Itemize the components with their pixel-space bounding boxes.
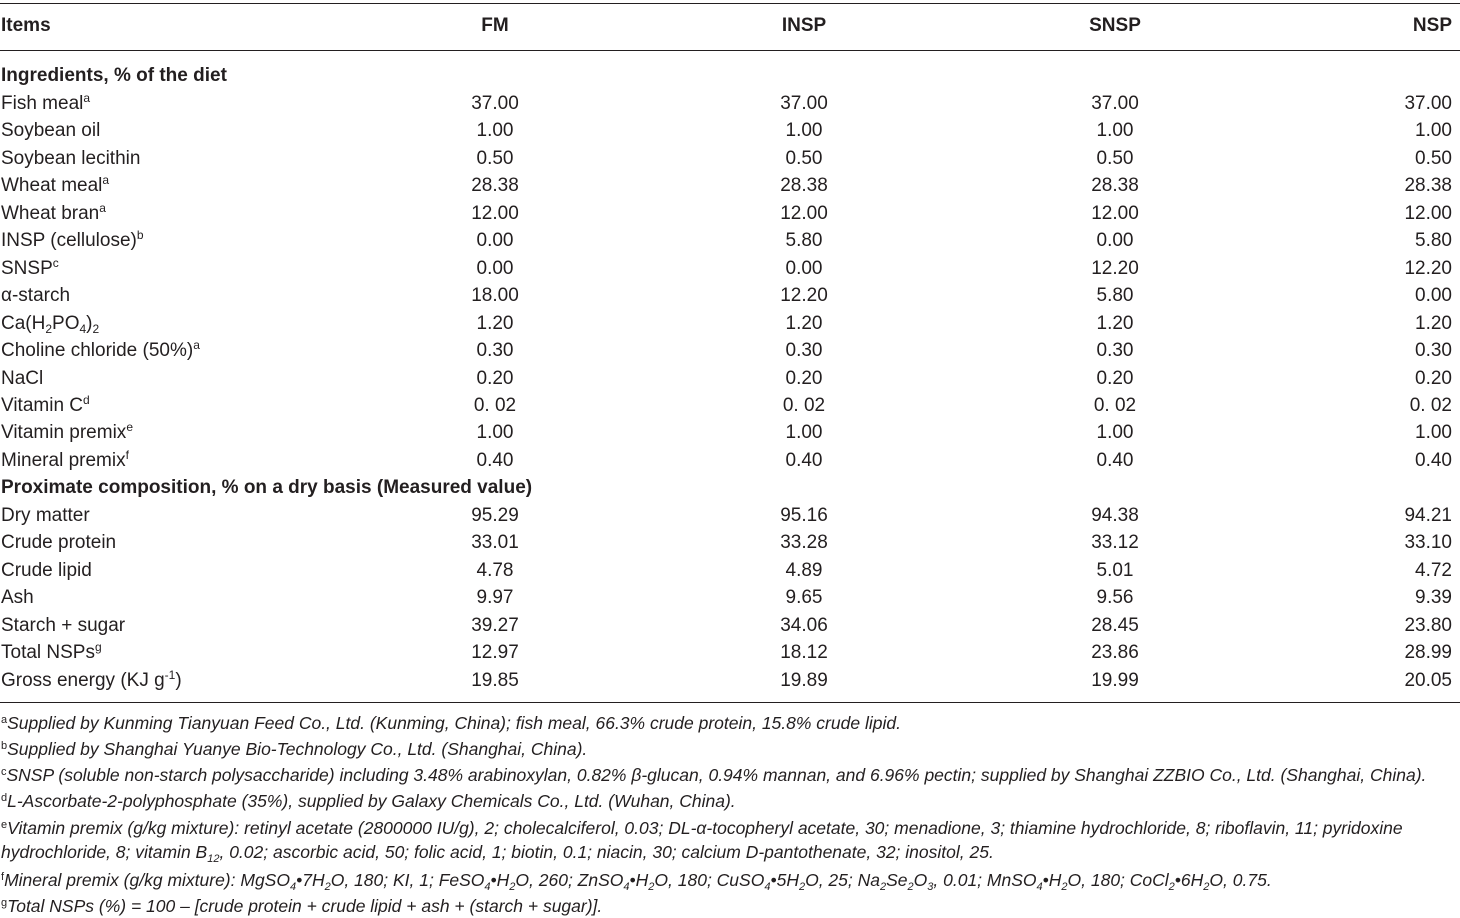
table-row: [0, 255, 1460, 282]
footnote-text: O, 0.75.: [1209, 870, 1272, 890]
cell-nsp: 0. 02: [1409, 394, 1452, 416]
cell-nsp: 28.99: [1404, 642, 1452, 664]
table-row: [0, 200, 1460, 227]
row-label-text: Soybean oil: [1, 120, 101, 142]
footnote-text: O, 180; CuSO: [654, 870, 765, 890]
footnote-e-line2: hydrochloride, 8; vitamin $B_{12}$, 0.02; ascorbic acid, 50; folic acid, 1; biotin, 0.1; niacin, 30; calcium D-pantothenate, 32; inositol, 25.: [1, 842, 994, 865]
section-ingredients: [0, 62, 1460, 89]
row-label: [1, 392, 90, 419]
row-label-text: Starch + sugar: [1, 614, 126, 636]
row-label: [1, 612, 125, 639]
header-rule: [0, 50, 1460, 51]
row-label-text: Vitamin premix: [1, 422, 127, 444]
cell-nsp: 12.00: [1404, 202, 1452, 224]
table-bottom-rule: [0, 702, 1460, 703]
cell-fm: 18.00: [471, 285, 519, 307]
cell-nsp: 1.00: [1415, 422, 1452, 444]
subscript: 2: [907, 881, 914, 893]
row-label-text: Dry matter: [1, 505, 90, 526]
cell-insp: 12.20: [780, 285, 828, 307]
table-row: [0, 529, 1460, 556]
cell-fm: 33.01: [471, 532, 519, 554]
cell-snsp: 1.00: [1096, 422, 1134, 444]
cell-nsp: 0.00: [1415, 285, 1452, 307]
cell-nsp: 9.39: [1415, 587, 1452, 609]
cell-snsp: 0.00: [1096, 230, 1134, 252]
subscript: 2: [324, 881, 331, 893]
cell-nsp: 37.00: [1404, 93, 1452, 114]
cell-insp: 0.00: [785, 257, 823, 279]
cell-fm: 39.27: [471, 614, 519, 636]
cell-nsp: 94.21: [1404, 505, 1452, 526]
subscript: 2: [509, 881, 516, 893]
row-label-text: Soybean lecithin: [1, 147, 141, 169]
cell-snsp: 0.30: [1096, 340, 1134, 362]
header-items: Items: [1, 15, 51, 36]
cell-insp: 28.38: [780, 175, 828, 197]
footnote-text: Se: [886, 870, 908, 890]
subscript: 2: [879, 881, 887, 893]
header-row: [0, 12, 1460, 39]
footnote-mark: d: [83, 392, 90, 407]
cell-fm: 1.00: [476, 120, 514, 142]
footnote-mark: e: [126, 420, 133, 435]
cell-nsp: 4.72: [1415, 559, 1452, 581]
row-label: [1, 529, 116, 556]
cell-snsp: 23.86: [1091, 642, 1139, 664]
cell-insp: 1.00: [785, 120, 823, 142]
cell-insp: 9.65: [785, 587, 823, 609]
footnote-a: $^a$Supplied by Kunming Tianyuan Feed Co., Ltd. (Kunming, China); fish meal, 66.3% crude protein, 15.8% crude lipid.: [1, 713, 901, 733]
footnote-f: $^f$Mineral premix (g/kg mixture): $MgSO_4•7H_2O$, 180; KI, 1; $FeSO_4•H_2O$, 260; $ZnSO_4•H_2O$, 180; $CuSO_4•5H_2O$, 25; $Na_2Se_2O_3$, 0.01; $MnSO_4•H_2O$, 180; $CoCl_2•6H_2O$, 0.75.: [1, 870, 1272, 893]
cell-snsp: 9.56: [1096, 587, 1134, 609]
row-label-text: ): [175, 669, 182, 691]
row-label-text: SNSP: [1, 257, 53, 279]
cell-snsp: 1.20: [1096, 312, 1134, 334]
footnote-text: •H: [1042, 870, 1062, 890]
row-label-text: Crude protein: [1, 532, 117, 554]
row-label-text: Crude lipid: [1, 559, 92, 581]
row-label: [1, 117, 100, 144]
footnote-text: •5H: [770, 870, 799, 890]
footnote-text: O, 180; KI, 1; FeSO: [330, 870, 485, 890]
footnote-mark: a: [83, 91, 91, 105]
cell-insp: 34.06: [780, 614, 828, 636]
footnote-mark: a: [193, 338, 200, 353]
cell-insp: 5.80: [785, 230, 823, 252]
cell-fm: 0.00: [476, 230, 514, 252]
cell-fm: 19.85: [471, 669, 519, 691]
cell-snsp: 28.38: [1091, 175, 1139, 197]
row-label-text: Mineral premix: [1, 449, 126, 471]
table-row: [0, 337, 1460, 364]
cell-insp: 0.20: [785, 367, 823, 389]
cell-nsp: 1.00: [1415, 120, 1452, 142]
subscript: 2: [1061, 881, 1068, 893]
cell-insp: 12.00: [780, 202, 828, 224]
footnote-text: •6H: [1174, 870, 1204, 890]
subscript: 4: [289, 881, 297, 893]
cell-insp: 0.40: [785, 449, 823, 471]
cell-fm: 1.00: [476, 422, 514, 444]
section-title: Proximate composition, % on a dry basis (Measured value): [1, 477, 533, 498]
row-label: [1, 255, 59, 282]
footnote-text: O, 260; ZnSO: [515, 870, 624, 890]
cell-fm: 95.29: [471, 505, 519, 526]
row-label-text: NaCl: [1, 367, 44, 389]
cell-fm: 9.97: [476, 587, 514, 609]
cell-snsp: 0.50: [1096, 147, 1134, 169]
cell-snsp: 5.80: [1096, 285, 1134, 307]
row-label-text: Fish meal: [1, 93, 84, 114]
subscript: 2: [798, 881, 806, 893]
cell-nsp: 0.40: [1415, 449, 1452, 471]
table-row: [0, 584, 1460, 611]
cell-nsp: 0.20: [1415, 367, 1452, 389]
subscript: 4: [79, 321, 87, 336]
row-label-text: Ash: [1, 587, 34, 609]
section-composition: [0, 474, 1460, 501]
subscript: 2: [648, 881, 655, 893]
row-label: [1, 584, 34, 611]
cell-snsp: 0.20: [1096, 367, 1134, 389]
header-nsp: NSP: [1412, 15, 1452, 36]
table-row: [0, 502, 1460, 529]
row-label: [1, 419, 133, 446]
subscript: 2: [1168, 881, 1175, 893]
table-row: [0, 117, 1460, 144]
footnote-text: O, 25; Na: [805, 870, 880, 890]
footnote-text: •H: [490, 870, 510, 890]
row-label-text: Vitamin C: [1, 394, 84, 416]
subscript: 3: [927, 881, 934, 893]
row-label: [1, 90, 90, 117]
footnote-e-line1: $^e$Vitamin premix (g/kg mixture): retinyl acetate (2800000 IU/g), 2; cholecalciferol, 0.03; DL-α-tocopheryl acetate, 30; menadione, 3; thiamine hydrochloride, 8; riboflavin, 11; pyridoxine: [1, 818, 1403, 838]
cell-nsp: 20.05: [1404, 669, 1452, 691]
footnote-mark: g: [94, 640, 102, 655]
table-row: [0, 392, 1460, 419]
subscript: 2: [1203, 881, 1210, 893]
table-row: [0, 639, 1460, 666]
row-label-text: Ca(H: [1, 312, 46, 334]
subscript: 4: [623, 881, 630, 893]
superscript: -1: [164, 667, 176, 682]
cell-fm: 0.00: [476, 257, 514, 279]
header-fm: FM: [481, 15, 509, 36]
cell-fm: 12.97: [471, 642, 519, 664]
row-label: [1, 639, 102, 666]
row-label-text: INSP (cellulose): [1, 230, 137, 252]
cell-nsp: 12.20: [1404, 257, 1452, 279]
cell-snsp: 12.20: [1091, 257, 1139, 279]
table-row: [0, 227, 1460, 254]
footnote-mark: b: [136, 228, 144, 243]
cell-fm: 0.50: [476, 147, 514, 169]
cell-snsp: 33.12: [1091, 532, 1139, 554]
cell-fm: 28.38: [471, 175, 519, 197]
footnote-c: $^c$SNSP (soluble non-starch polysaccharide) including 3.48% arabinoxylan, 0.82% β-glucan, 0.94% mannan, and 6.96% pectin; supplied by Shanghai ZZBIO Co., Ltd. (Shanghai, China).: [1, 765, 1427, 785]
cell-snsp: 0. 02: [1093, 394, 1137, 416]
row-label: [1, 447, 129, 474]
table-row: [0, 172, 1460, 199]
cell-insp: 18.12: [780, 642, 828, 664]
cell-insp: 4.89: [785, 559, 823, 581]
cell-fm: 0.30: [476, 340, 514, 362]
footnote-g: $^g$Total NSPs (%) = 100 – [crude protein + crude lipid + ash + (starch + sugar)].: [1, 896, 603, 916]
footnote-text: O, 180; CoCl: [1067, 870, 1169, 890]
cell-fm: 37.00: [471, 93, 519, 114]
footnote-e: [1, 816, 1459, 864]
cell-nsp: 33.10: [1404, 532, 1452, 554]
row-label: [1, 502, 90, 529]
row-label-text: Total NSPs: [1, 642, 95, 664]
subscript: 2: [92, 321, 100, 336]
section-title: Ingredients, % of the diet: [1, 65, 227, 86]
cell-snsp: 94.38: [1091, 505, 1139, 526]
cell-insp: 1.00: [785, 422, 823, 444]
row-label-text: Gross energy (KJ g: [1, 669, 165, 691]
table-row: [0, 90, 1460, 117]
header-snsp: SNSP: [1089, 15, 1141, 36]
table-row: [0, 282, 1460, 309]
cell-fm: 4.78: [476, 559, 514, 581]
cell-nsp: 0.50: [1415, 147, 1452, 169]
row-label: [1, 365, 43, 392]
cell-nsp: 1.20: [1415, 312, 1452, 334]
footnote-mark: c: [52, 255, 59, 270]
cell-snsp: 37.00: [1091, 93, 1139, 114]
cell-insp: 33.28: [780, 532, 828, 554]
cell-nsp: 23.80: [1404, 614, 1452, 636]
row-label: [1, 557, 92, 584]
table-top-rule: [0, 3, 1460, 4]
row-label-text: α-starch: [1, 285, 71, 307]
cell-insp: 0. 02: [782, 394, 826, 416]
header-insp: INSP: [781, 15, 827, 36]
row-label: [1, 310, 99, 337]
footnote-text: Mineral premix (g/kg mixture): MgSO: [4, 870, 290, 890]
table-row: [0, 145, 1460, 172]
footnote-mark: a: [102, 173, 110, 188]
cell-fm: 0. 02: [473, 394, 517, 416]
cell-snsp: 0.40: [1096, 449, 1134, 471]
table-row: [0, 557, 1460, 584]
cell-insp: 95.16: [780, 505, 828, 526]
cell-snsp: 28.45: [1091, 614, 1139, 636]
subscript: 4: [1036, 881, 1043, 893]
cell-nsp: 5.80: [1415, 230, 1452, 252]
row-label-text: ): [86, 312, 93, 334]
row-label: [1, 200, 106, 227]
row-label: [1, 172, 109, 199]
cell-insp: 0.50: [785, 147, 823, 169]
table-row: [0, 667, 1460, 694]
footnote-text: •7H: [296, 870, 325, 890]
row-label-text: Choline chloride (50%): [1, 340, 194, 362]
table-row: [0, 310, 1460, 337]
footnote-text: O: [913, 870, 928, 890]
subscript: 4: [764, 881, 771, 893]
subscript: 4: [484, 881, 491, 893]
cell-snsp: 1.00: [1096, 120, 1134, 142]
table-row: [0, 612, 1460, 639]
row-label: [1, 337, 200, 364]
subscript: 2: [45, 321, 53, 336]
row-label-text: Wheat meal: [1, 175, 103, 197]
row-label-text: Wheat bran: [1, 202, 100, 224]
cell-snsp: 19.99: [1091, 669, 1139, 691]
footnote-b: $^b$Supplied by Shanghai Yuanye Bio-Technology Co., Ltd. (Shanghai, China).: [1, 739, 588, 759]
cell-fm: 1.20: [476, 312, 514, 334]
row-label: [1, 227, 144, 254]
row-label-text: PO: [52, 312, 80, 334]
footnote-text: •H: [629, 870, 649, 890]
table-row: [0, 419, 1460, 446]
cell-nsp: 28.38: [1404, 175, 1452, 197]
cell-insp: 1.20: [785, 312, 823, 334]
footnote-mark: f: [125, 447, 129, 462]
cell-insp: 19.89: [780, 669, 828, 691]
cell-nsp: 0.30: [1415, 340, 1452, 362]
footnote-text: , 0.01; MnSO: [933, 870, 1037, 890]
table-row: [0, 447, 1460, 474]
cell-fm: 12.00: [471, 202, 519, 224]
footnote-mark: a: [99, 200, 106, 215]
cell-fm: 0.40: [476, 449, 514, 471]
footnote-d: $^d$L-Ascorbate-2-polyphosphate (35%), supplied by Galaxy Chemicals Co., Ltd. (Wuhan, China).: [1, 791, 736, 811]
cell-snsp: 12.00: [1091, 202, 1139, 224]
row-label: [1, 667, 182, 694]
cell-snsp: 5.01: [1096, 559, 1134, 581]
cell-insp: 37.00: [780, 93, 828, 114]
row-label: [1, 145, 140, 172]
cell-fm: 0.20: [476, 367, 514, 389]
row-label: [1, 282, 70, 309]
cell-insp: 0.30: [785, 340, 823, 362]
table-row: [0, 365, 1460, 392]
